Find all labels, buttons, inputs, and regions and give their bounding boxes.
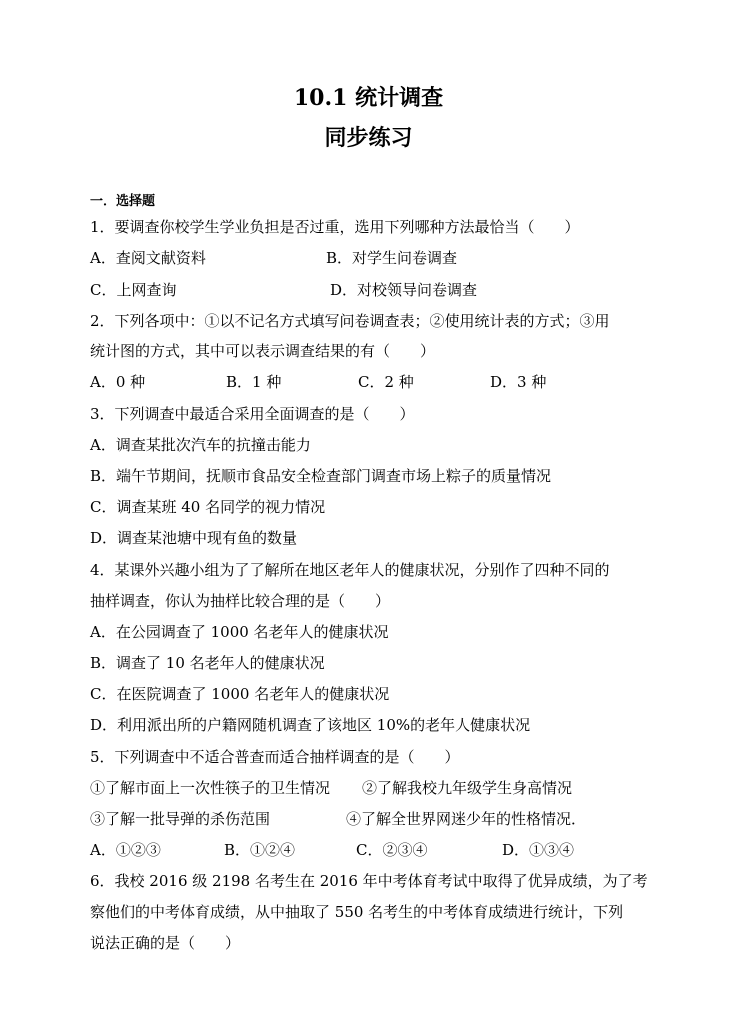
question-2-stem-line-1: 2．下列各项中：①以不记名方式填写问卷调查表；②使用统计表的方式；③用 xyxy=(90,312,610,330)
question-5-item-1: ①了解市面上一次性筷子的卫生情况 xyxy=(90,779,331,797)
page-title: 10.1 统计调查 xyxy=(293,85,444,111)
question-3-option-b: B．端午节期间，抚顺市食品安全检查部门调查市场上粽子的质量情况 xyxy=(90,467,552,485)
question-4-option-b: B．调查了 10 名老年人的健康状况 xyxy=(90,654,325,672)
question-5-option-c: C．②③④ xyxy=(356,841,428,859)
question-2-stem-line-2: 统计图的方式，其中可以表示调查结果的有（ ） xyxy=(90,342,436,360)
question-5-stem: 5．下列调查中不适合普查而适合抽样调查的是（ ） xyxy=(90,748,460,766)
question-5-item-2: ②了解我校九年级学生身高情况 xyxy=(362,779,573,797)
question-1-option-a: A．查阅文献资料 xyxy=(90,249,206,267)
question-4-option-c: C．在医院调查了 1000 名老年人的健康状况 xyxy=(90,685,390,703)
question-3-option-c: C．调查某班 40 名同学的视力情况 xyxy=(90,498,326,516)
question-2-option-c: C．2 种 xyxy=(358,373,414,391)
question-2-option-b: B．1 种 xyxy=(226,373,282,391)
question-4-stem-line-1: 4．某课外兴趣小组为了了解所在地区老年人的健康状况，分别作了四种不同的 xyxy=(90,561,610,579)
page-subtitle: 同步练习 xyxy=(324,125,413,151)
question-5-item-4: ④了解全世界网迷少年的性格情况． xyxy=(346,810,587,828)
question-1-stem: 1．要调查你校学生学业负担是否过重，选用下列哪种方法最恰当（ ） xyxy=(90,218,580,236)
question-5-option-a: A．①②③ xyxy=(90,841,161,859)
section-heading: 一．选择题 xyxy=(90,194,156,209)
question-1-option-d: D．对校领导问卷调查 xyxy=(330,281,478,299)
question-3-stem: 3．下列调查中最适合采用全面调查的是（ ） xyxy=(90,405,415,423)
question-2-option-d: D．3 种 xyxy=(490,373,547,391)
question-2-option-a: A．0 种 xyxy=(90,373,146,391)
question-5-option-d: D．①③④ xyxy=(502,841,575,859)
question-4-stem-line-2: 抽样调查，你认为抽样比较合理的是（ ） xyxy=(90,592,391,610)
question-3-option-a: A．调查某批次汽车的抗撞击能力 xyxy=(90,436,311,454)
question-1-option-b: B．对学生问卷调查 xyxy=(326,249,458,267)
question-5-item-3: ③了解一批导弹的杀伤范围 xyxy=(90,810,271,828)
question-4-option-a: A．在公园调查了 1000 名老年人的健康状况 xyxy=(90,623,389,641)
question-6-stem-line-3: 说法正确的是（ ） xyxy=(90,934,241,952)
question-6-stem-line-2: 察他们的中考体育成绩，从中抽取了 550 名考生的中考体育成绩进行统计，下列 xyxy=(90,903,624,921)
question-4-option-d: D．利用派出所的户籍网随机调查了该地区 10%的老年人健康状况 xyxy=(90,716,531,734)
question-6-stem-line-1: 6．我校 2016 级 2198 名考生在 2016 年中考体育考试中取得了优异成绩，为了考 xyxy=(90,872,648,890)
question-3-option-d: D．调查某池塘中现有鱼的数量 xyxy=(90,529,298,547)
question-5-option-b: B．①②④ xyxy=(224,841,296,859)
question-1-option-c: C．上网查询 xyxy=(90,281,177,299)
